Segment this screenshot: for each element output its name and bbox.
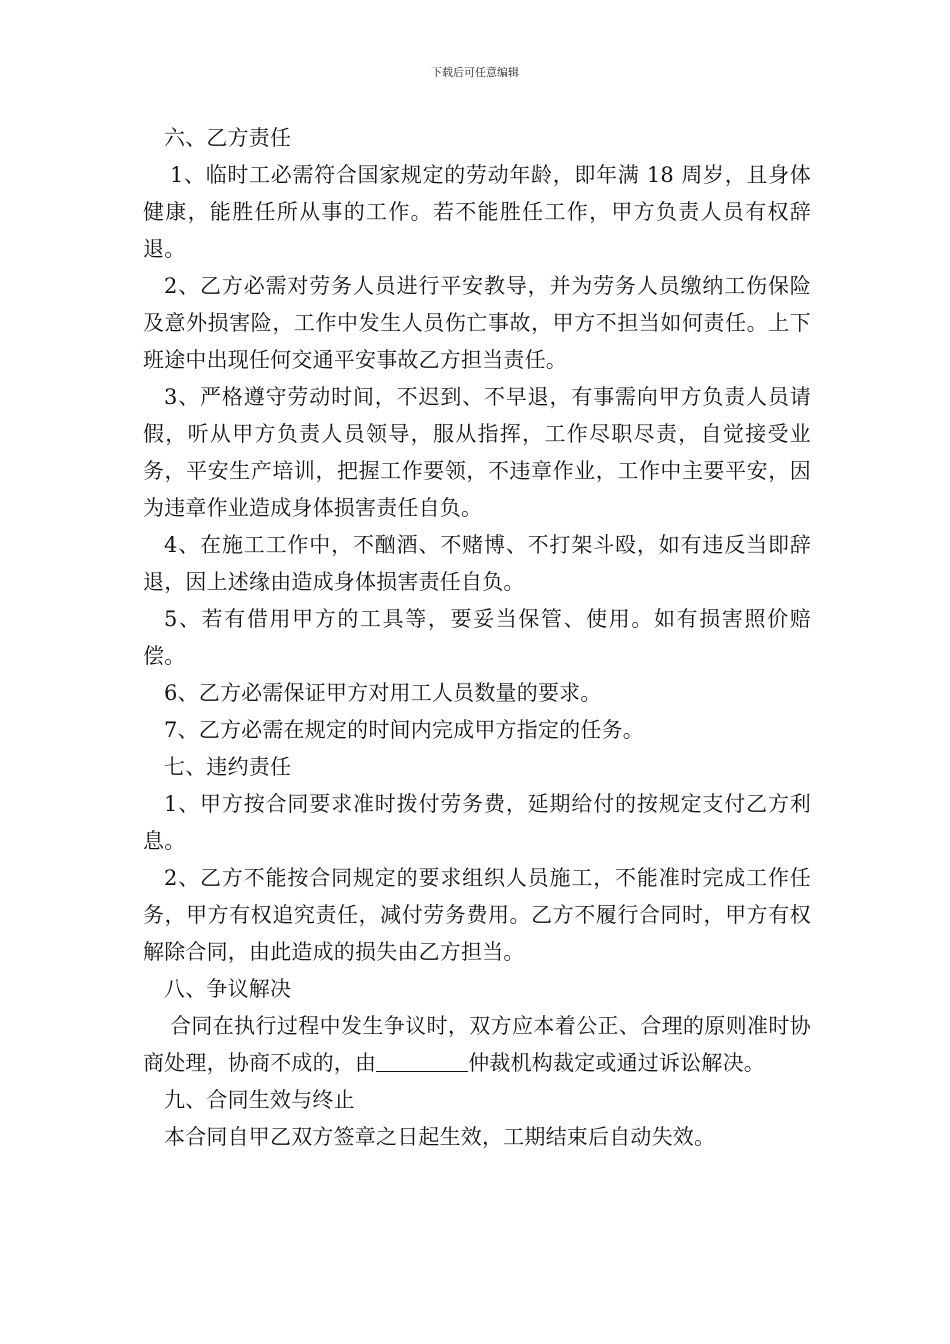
section-6-item-1: 1、临时工必需符合国家规定的劳动年龄，即年满 18 周岁，且身体健康，能胜任所从事的工作。若不能胜任工作，甲方负责人员有权辞退。: [143, 163, 811, 261]
section-9-heading: 九、合同生效与终止: [164, 1088, 355, 1112]
section-9-text: 本合同自甲乙双方签章之日起生效，工期结束后自动失效。: [164, 1125, 716, 1149]
section-7-item-2: 2、乙方不能按合同规定的要求组织人员施工，不能准时完成工作任务，甲方有权追究责任，减付劳务费用。乙方不履行合同时，甲方有权解除合同，由此造成的损失由乙方担当。: [143, 866, 811, 964]
section-6-item-6: 6、乙方必需保证甲方对用工人员数量的要求。: [164, 681, 602, 705]
section-7-item-1: 1、甲方按合同要求准时拨付劳务费，延期给付的按规定支付乙方利息。: [143, 792, 811, 853]
section-6-item-7: 7、乙方必需在规定的时间内完成甲方指定的任务。: [164, 718, 644, 742]
section-8-heading: 八、争议解决: [164, 977, 292, 1001]
section-6-item-4: 4、在施工工作中，不酗酒、不赌博、不打架斗殴，如有违反当即辞退，因上述缘由造成身体损害责任自负。: [143, 533, 811, 594]
section-7-heading: 七、违约责任: [164, 755, 292, 779]
section-6-item-2: 2、乙方必需对劳务人员进行平安教导，并为劳务人员缴纳工伤保险及意外损害险，工作中发生人员伤亡事故，甲方不担当如何责任。上下班途中出现任何交通平安事故乙方担当责任。: [143, 274, 811, 372]
section-6-item-5: 5、若有借用甲方的工具等，要妥当保管、使用。如有损害照价赔偿。: [143, 607, 811, 668]
page-header-note: 下载后可任意编辑: [431, 66, 519, 79]
arbitration-blank-line: [376, 1051, 468, 1072]
section-6-heading: 六、乙方责任: [164, 126, 292, 150]
section-8-text: [143, 1008, 811, 1082]
section-6-item-3: 3、严格遵守劳动时间，不迟到、不早退，有事需向甲方负责人员请假，听从甲方负责人员领导，服从指挥，工作尽职尽责，自觉接受业务，平安生产培训，把握工作要领，不违章作业，工作中主要平安，因为违章作业造成身体损害责任自负。: [143, 385, 811, 520]
section-8-text-after-blank: 仲裁机构裁定或通过诉讼解决。: [468, 1051, 766, 1075]
document-body: [143, 120, 811, 1156]
section-8-text-before-blank: 合同在执行过程中发生争议时，双方应本着公正、合理的原则准时协商处理，协商不成的，由: [143, 1014, 811, 1075]
